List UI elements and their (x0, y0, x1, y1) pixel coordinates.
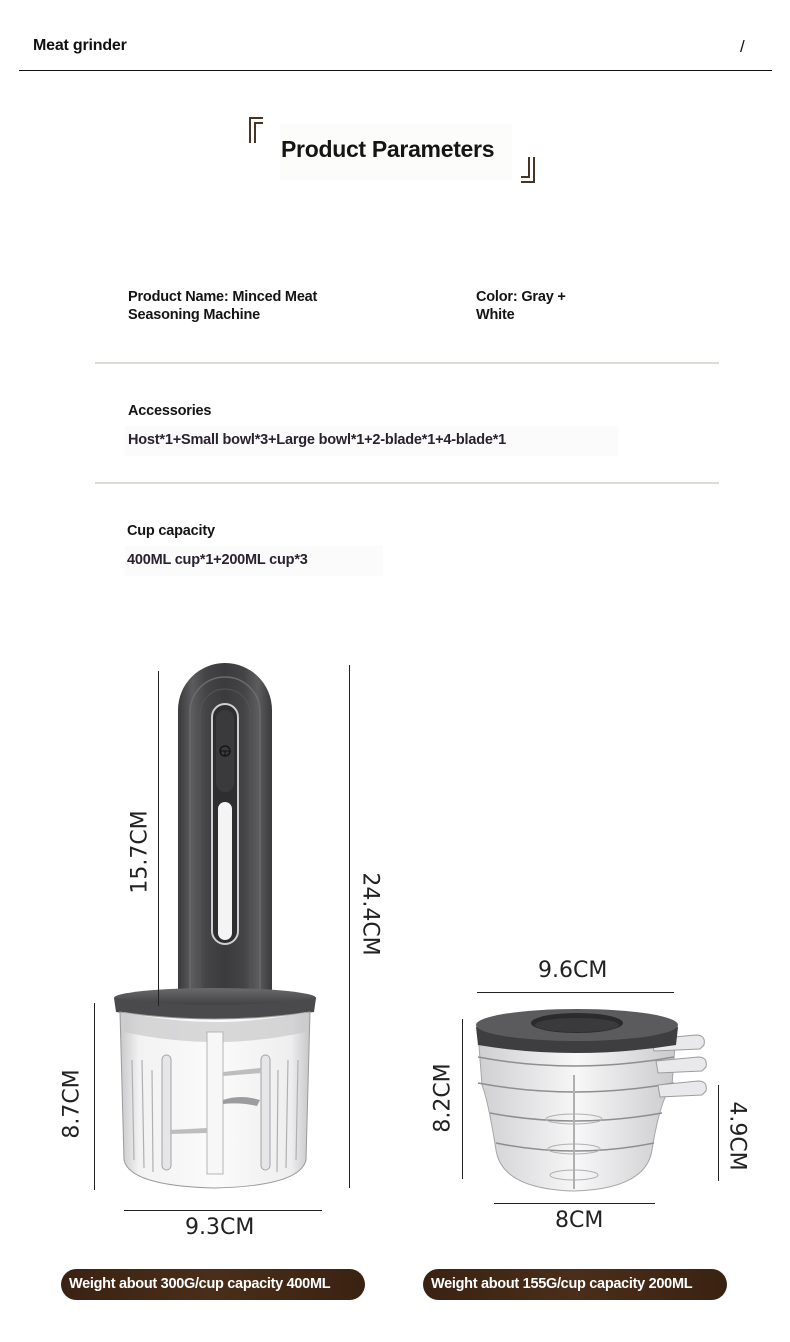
accessories-label: Accessories (128, 403, 212, 419)
bowl-weight-badge: Weight about 155G/cup capacity 200ML (423, 1269, 727, 1300)
grinder-weight-badge: Weight about 300G/cup capacity 400ML (61, 1269, 365, 1300)
dimension-bottom-width: 8CM (555, 1208, 604, 1233)
dimension-line-bottom-width (494, 1203, 655, 1204)
cup-capacity-label: Cup capacity (127, 523, 215, 539)
dimension-bowl-height: 8.7CM (59, 1069, 85, 1139)
product-color: Color: Gray + White (476, 289, 566, 323)
dimension-line-total-height (349, 665, 350, 1188)
product-name: Product Name: Minced Meat Seasoning Machine (128, 289, 318, 323)
corner-bracket-open-icon (249, 117, 263, 143)
dimension-motor-height: 15.7CM (127, 810, 153, 894)
dimension-line-top-width (477, 992, 674, 993)
dimension-line-motor-height (158, 671, 159, 1006)
meat-grinder-illustration (110, 660, 340, 1200)
dimension-line-bowl-height (94, 1003, 95, 1190)
dimension-total-height: 24.4CM (357, 872, 383, 956)
dimension-top-width: 9.6CM (538, 958, 608, 983)
dimension-line-stack-height (462, 1019, 463, 1179)
dimension-bowl-width: 9.3CM (185, 1215, 255, 1240)
divider (95, 362, 719, 364)
dimension-line-bowl-width (124, 1210, 322, 1211)
dimension-stack-height: 8.2CM (430, 1063, 456, 1133)
accessories-value: Host*1+Small bowl*3+Large bowl*1+2-blade*1+4-blade*1 (128, 432, 507, 448)
page-header-title: Meat grinder (33, 37, 127, 54)
divider (95, 482, 719, 484)
cup-capacity-value: 400ML cup*1+200ML cup*3 (127, 552, 308, 568)
header-divider (19, 70, 772, 71)
corner-bracket-close-icon (521, 157, 535, 183)
dimension-line-bowl-height (718, 1085, 719, 1181)
section-title: Product Parameters (281, 136, 495, 162)
dimension-bowl-height-small: 4.9CM (724, 1101, 750, 1171)
header-slash: / (740, 37, 745, 56)
bowl-set-illustration (474, 1005, 714, 1197)
